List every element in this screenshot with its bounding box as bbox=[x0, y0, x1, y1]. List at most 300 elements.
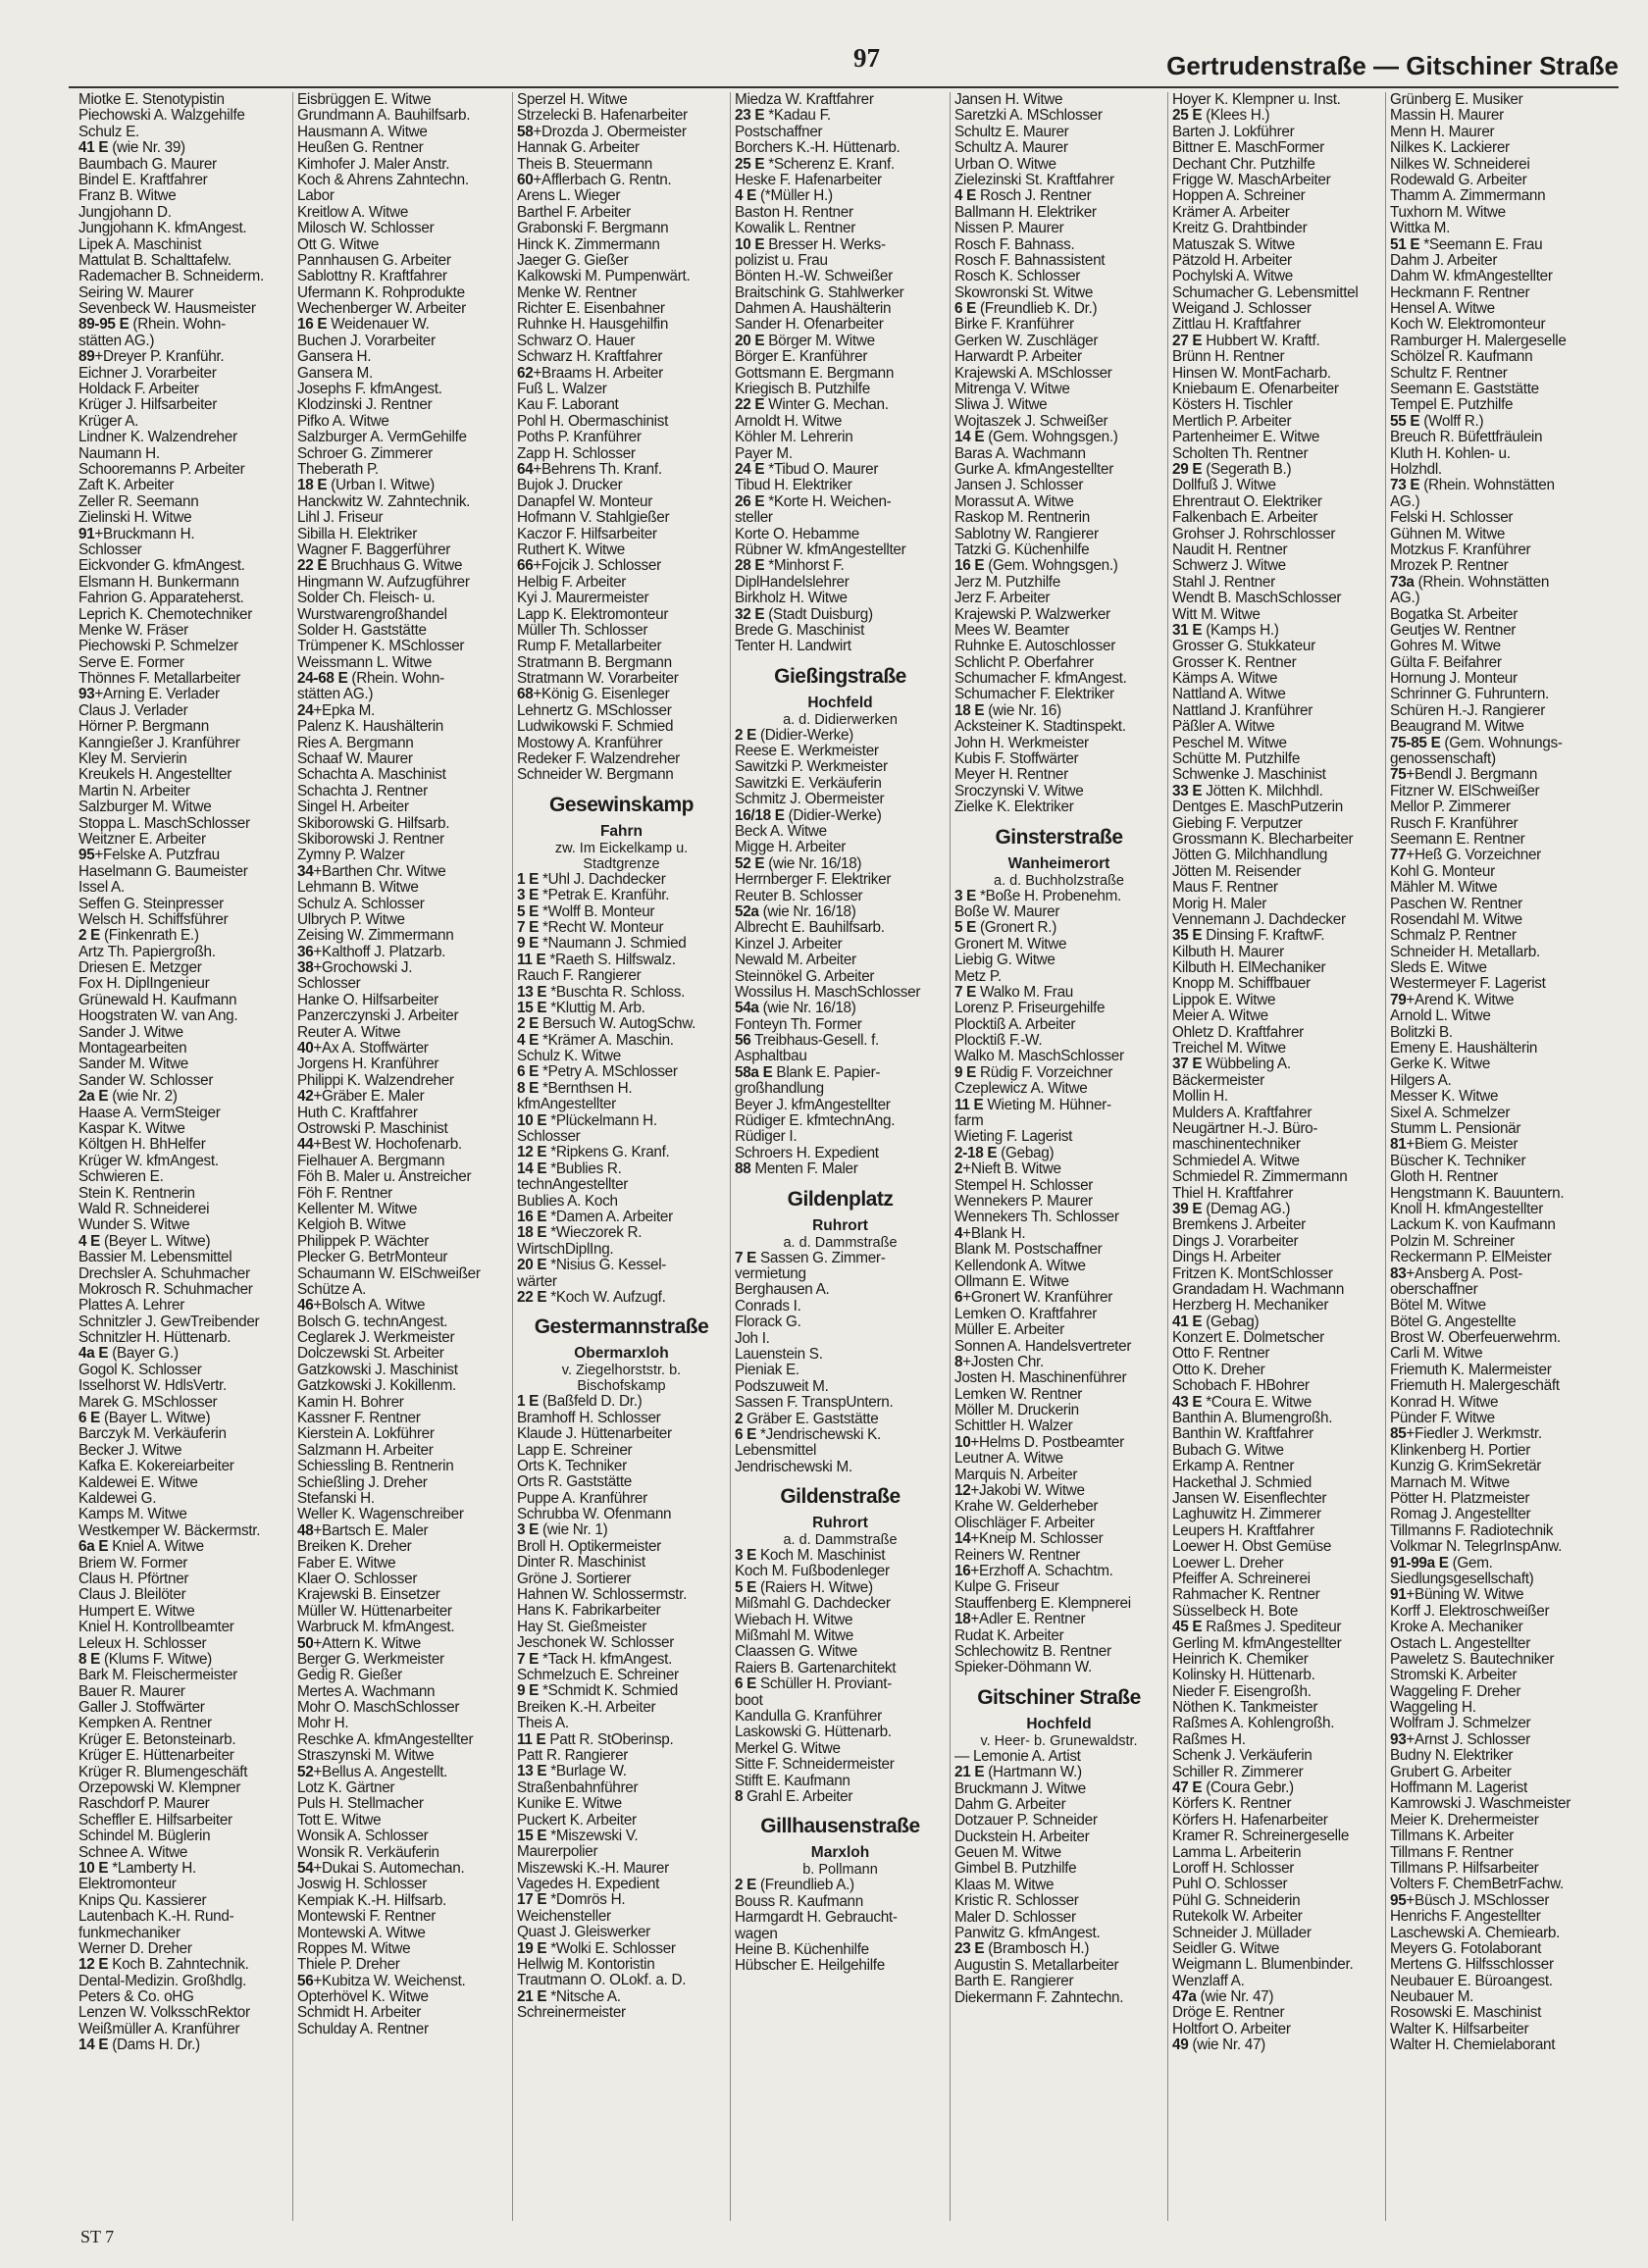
directory-entry: Klaude J. Hüttenarbeiter bbox=[517, 1426, 672, 1443]
directory-entry: Schmalz P. Rentner bbox=[1390, 928, 1517, 945]
directory-entry: 35 E Dinsing F. KraftwF. bbox=[1172, 928, 1325, 945]
directory-entry: Grossmann K. Blecharbeiter bbox=[1172, 831, 1354, 848]
directory-entry: Borchers K.-H. Hüttenarb. bbox=[735, 140, 901, 157]
directory-entry: Merkel G. Witwe bbox=[735, 1740, 841, 1757]
directory-entry: Metz P. bbox=[954, 968, 1002, 985]
directory-entry: Heußen G. Rentner bbox=[297, 140, 424, 157]
directory-entry: Schooremanns P. Arbeiter bbox=[78, 461, 245, 478]
directory-entry: Barczyk M. Verkäuferin bbox=[78, 1426, 227, 1443]
directory-entry: Bötel M. Witwe bbox=[1390, 1298, 1486, 1314]
directory-entry: Mohr H. bbox=[297, 1716, 349, 1732]
directory-entry: Wechenberger W. Arbeiter bbox=[297, 301, 466, 318]
directory-entry: 4 E *Krämer A. Maschin. bbox=[517, 1032, 674, 1049]
directory-entry: Meier A. Witwe bbox=[1172, 1008, 1268, 1025]
directory-entry: Panwitz G. kfmAngest. bbox=[954, 1926, 1101, 1942]
directory-entry: Dröge E. Rentner bbox=[1172, 2005, 1285, 2022]
directory-entry: Nattland J. Kranführer bbox=[1172, 702, 1313, 719]
directory-entry: Geuen M. Witwe bbox=[954, 1845, 1061, 1862]
directory-entry: Wenzlaff A. bbox=[1172, 1973, 1245, 1989]
directory-entry: Meyer H. Rentner bbox=[954, 767, 1068, 784]
directory-entry: Schnee A. Witwe bbox=[78, 1844, 188, 1861]
directory-entry: Tillmans F. Rentner bbox=[1390, 1844, 1514, 1861]
directory-entry: Trümpener K. MSchlosser bbox=[297, 639, 465, 655]
directory-entry: 56 Treibhaus-Gesell. f. bbox=[735, 1033, 880, 1050]
directory-entry: Stein K. Rentnerin bbox=[78, 1185, 195, 1202]
directory-entry: Schneider H. Metallarb. bbox=[1390, 944, 1540, 960]
directory-entry: oberschaffner bbox=[1390, 1281, 1478, 1298]
directory-entry: 12+Jakobi W. Witwe bbox=[954, 1483, 1085, 1500]
directory-entry: Grubert G. Arbeiter bbox=[1390, 1764, 1512, 1780]
directory-entry: Rusch F. Kranführer bbox=[1390, 815, 1519, 832]
directory-entry: Ceglarek J. Werkmeister bbox=[297, 1330, 455, 1347]
directory-entry: Nöthen K. Tankmeister bbox=[1172, 1700, 1318, 1717]
directory-entry: Waggeling F. Dreher bbox=[1390, 1683, 1521, 1700]
directory-entry: Ruhnke H. Hausgehilfin bbox=[517, 317, 669, 334]
directory-entry: Reschke A. kfmAngestellter bbox=[297, 1731, 474, 1748]
directory-entry: Föh F. Rentner bbox=[297, 1185, 392, 1202]
directory-entry: Hörner P. Bergmann bbox=[78, 719, 209, 736]
directory-entry: Bäckermeister bbox=[1172, 1072, 1264, 1089]
directory-entry: 52a (wie Nr. 16/18) bbox=[735, 903, 856, 920]
directory-entry: 48+Bartsch E. Maler bbox=[297, 1522, 429, 1539]
directory-entry: Dahm W. kfmAngestellter bbox=[1390, 269, 1553, 285]
directory-entry: Lehmann B. Witwe bbox=[297, 880, 419, 897]
directory-entry: 58+Drozda J. Obermeister bbox=[517, 124, 687, 140]
directory-entry: Gansera H. bbox=[297, 349, 372, 366]
directory-entry: Budny N. Elektriker bbox=[1390, 1748, 1514, 1765]
directory-entry: 39 E (Demag AG.) bbox=[1172, 1201, 1291, 1217]
directory-entry: Montewski A. Witwe bbox=[297, 1925, 426, 1941]
directory-entry: Arnold L. Witwe bbox=[1390, 1008, 1491, 1025]
directory-entry: Hensel A. Witwe bbox=[1390, 301, 1495, 318]
directory-entry: Ohletz D. Kraftfahrer bbox=[1172, 1024, 1304, 1041]
directory-entry: Naumann H. bbox=[78, 445, 160, 462]
street-heading: Gestermannstraße bbox=[534, 1315, 709, 1339]
directory-columns bbox=[75, 92, 1624, 2221]
directory-entry: Piechowski P. Schmelzer bbox=[78, 639, 238, 655]
directory-entry: Zymny P. Walzer bbox=[297, 848, 405, 864]
directory-entry: Mokrosch R. Schuhmacher bbox=[78, 1281, 253, 1298]
directory-entry: 52 E (wie Nr. 16/18) bbox=[735, 855, 862, 872]
district-heading: Ruhrort bbox=[812, 1515, 868, 1532]
directory-entry: Kinzel J. Arbeiter bbox=[735, 936, 843, 953]
directory-entry: Artz Th. Papiergroßh. bbox=[78, 944, 216, 960]
directory-entry: Friemuth H. Malergeschäft bbox=[1390, 1378, 1560, 1395]
directory-entry: Kandulla G. Kranführer bbox=[735, 1708, 882, 1725]
directory-entry: Walko M. MaschSchlosser bbox=[954, 1049, 1124, 1065]
directory-entry: Marquis N. Arbeiter bbox=[954, 1467, 1078, 1483]
directory-entry: Ramburger H. Malergeselle bbox=[1390, 333, 1567, 349]
directory-entry: 21 E *Nitsche A. bbox=[517, 1988, 621, 2005]
directory-entry: Carli M. Witwe bbox=[1390, 1346, 1483, 1363]
directory-entry: Neubauer E. Büroangest. bbox=[1390, 1973, 1553, 1989]
directory-entry: Kelgioh B. Witwe bbox=[297, 1217, 406, 1234]
directory-entry: Thiel H. Kraftfahrer bbox=[1172, 1185, 1294, 1202]
directory-entry: Weissmann L. Witwe bbox=[297, 654, 433, 671]
directory-entry: Lemken W. Rentner bbox=[954, 1386, 1083, 1403]
directory-entry: Lapp K. Elektromonteur bbox=[517, 606, 669, 623]
directory-entry: Koch M. Fußbodenleger bbox=[735, 1564, 890, 1580]
directory-entry: 3 E Koch M. Maschinist bbox=[735, 1548, 886, 1565]
directory-entry: Krüger J. Hilfsarbeiter bbox=[78, 397, 218, 414]
directory-entry: Rutekolk W. Arbeiter bbox=[1172, 1909, 1303, 1926]
directory-entry: Orts R. Gaststätte bbox=[517, 1474, 633, 1491]
directory-entry: Gurke A. kfmAngestellter bbox=[954, 461, 1113, 478]
directory-entry: Seemann E. Rentner bbox=[1390, 831, 1525, 848]
directory-entry: Leupers H. Kraftfahrer bbox=[1172, 1522, 1314, 1539]
directory-entry: 34+Barthen Chr. Witwe bbox=[297, 863, 446, 880]
district-heading: Marxloh bbox=[810, 1844, 870, 1862]
directory-entry: 44+Best W. Hochofenarb. bbox=[297, 1137, 462, 1154]
directory-entry: Quast J. Gleiswerker bbox=[517, 1925, 650, 1941]
directory-entry: Laghuwitz H. Zimmerer bbox=[1172, 1507, 1321, 1523]
directory-entry: Skowronski St. Witwe bbox=[954, 284, 1094, 301]
directory-entry: Duckstein H. Arbeiter bbox=[954, 1829, 1090, 1845]
directory-entry: Bruckmann J. Witwe bbox=[954, 1780, 1087, 1797]
directory-entry: Tillmans P. Hilfsarbeiter bbox=[1390, 1860, 1539, 1877]
directory-entry: Kempiak K.-H. Hilfsarb. bbox=[297, 1892, 447, 1909]
directory-entry: 10 E Bresser H. Werks- bbox=[735, 236, 886, 253]
directory-entry: Schaaf W. Maurer bbox=[297, 751, 413, 768]
directory-entry: Sawitzki E. Verkäuferin bbox=[735, 775, 882, 792]
directory-entry: 62+Braams H. Arbeiter bbox=[517, 365, 663, 382]
directory-entry: Thönnes F. Metallarbeiter bbox=[78, 671, 241, 688]
directory-entry: 5 E *Wolff B. Monteur bbox=[517, 903, 655, 920]
directory-entry: Hanke O. Hilfsarbeiter bbox=[297, 992, 438, 1008]
directory-entry: 4 E (Beyer L. Witwe) bbox=[78, 1233, 211, 1250]
page-number: 97 bbox=[853, 43, 880, 73]
directory-entry: Polzin M. Schreiner bbox=[1390, 1233, 1515, 1250]
header-rule bbox=[69, 86, 1619, 88]
directory-column bbox=[292, 92, 508, 2221]
directory-entry: Puhl O. Schlosser bbox=[1172, 1877, 1288, 1893]
directory-entry: DiplHandelslehrer bbox=[735, 574, 850, 591]
directory-entry: Heine B. Küchenhilfe bbox=[735, 1941, 869, 1958]
directory-entry: 37 E Wübbeling A. bbox=[1172, 1057, 1291, 1073]
directory-entry: Bramhoff H. Schlosser bbox=[517, 1410, 661, 1426]
directory-entry: 16+Erzhoff A. Schachtm. bbox=[954, 1563, 1113, 1579]
directory-column bbox=[1385, 92, 1617, 2221]
directory-entry: 43 E *Coura E. Witwe bbox=[1172, 1394, 1312, 1411]
directory-entry: 41 E (Gebag) bbox=[1172, 1314, 1260, 1330]
directory-entry: Theis B. Steuermann bbox=[517, 156, 652, 173]
directory-entry: Kamps M. Witwe bbox=[78, 1507, 187, 1523]
directory-entry: Krajewski P. Walzwerker bbox=[954, 606, 1110, 623]
directory-entry: Baston H. Rentner bbox=[735, 204, 853, 221]
directory-entry: Tillmanns F. Radiotechnik bbox=[1390, 1522, 1554, 1539]
directory-entry: Dahmen A. Haushälterin bbox=[735, 301, 892, 318]
directory-entry: Ruthert K. Witwe bbox=[517, 541, 625, 558]
directory-entry: Rump F. Metallarbeiter bbox=[517, 639, 662, 655]
directory-entry: Hay St. Gießmeister bbox=[517, 1619, 647, 1635]
directory-entry: 8 E (Klums F. Witwe) bbox=[78, 1651, 212, 1668]
directory-entry: Hoffmann M. Lagerist bbox=[1390, 1780, 1527, 1797]
directory-entry: Hofmann V. Stahlgießer bbox=[517, 510, 670, 527]
directory-entry: 36+Kalthoff J. Platzarb. bbox=[297, 944, 446, 960]
directory-entry: Treichel M. Witwe bbox=[1172, 1041, 1286, 1057]
directory-entry: Solder H. Gaststätte bbox=[297, 622, 427, 639]
directory-entry: Grosser K. Rentner bbox=[1172, 654, 1297, 671]
directory-entry: Salzburger A. VermGehilfe bbox=[297, 430, 467, 446]
directory-entry: Puls H. Stellmacher bbox=[297, 1796, 424, 1813]
directory-entry: Sleds E. Witwe bbox=[1390, 960, 1487, 977]
directory-entry: Puckert K. Arbeiter bbox=[517, 1812, 637, 1829]
directory-entry: Weißmüller A. Kranführer bbox=[78, 2021, 240, 2037]
directory-entry: Martin N. Arbeiter bbox=[78, 783, 190, 799]
directory-entry: Solder Ch. Fleisch- u. bbox=[297, 591, 436, 607]
directory-entry: Rudat K. Arbeiter bbox=[954, 1627, 1064, 1644]
directory-entry: Klaer O. Schlosser bbox=[297, 1571, 418, 1587]
directory-entry: Arnoldt H. Witwe bbox=[735, 413, 843, 430]
directory-entry: Meier K. Drehermeister bbox=[1390, 1812, 1539, 1829]
directory-entry: Albrecht E. Bauhilfsarb. bbox=[735, 920, 885, 937]
directory-entry: wagen bbox=[735, 1926, 778, 1942]
directory-entry: Stratmann B. Bergmann bbox=[517, 654, 672, 671]
directory-entry: Konrad H. Witwe bbox=[1390, 1394, 1499, 1411]
directory-entry: Breiken K. Dreher bbox=[297, 1539, 412, 1556]
directory-entry: 11 E *Raeth S. Hilfswalz. bbox=[517, 952, 676, 968]
directory-entry: 91-99a E (Gem. bbox=[1390, 1555, 1493, 1572]
directory-entry: Harwardt P. Arbeiter bbox=[954, 349, 1082, 366]
directory-entry: 93+Arnst J. Schlosser bbox=[1390, 1731, 1530, 1748]
directory-entry: Schwerz J. Witwe bbox=[1172, 558, 1286, 575]
directory-entry: Sablottny R. Kraftfahrer bbox=[297, 269, 447, 285]
directory-entry: 5 E (Gronert R.) bbox=[954, 920, 1057, 937]
directory-entry: Grünberg E. Musiker bbox=[1390, 92, 1523, 108]
directory-entry: Conrads I. bbox=[735, 1298, 801, 1314]
directory-entry: Kohl G. Monteur bbox=[1390, 863, 1495, 880]
directory-entry: Müller E. Arbeiter bbox=[954, 1322, 1064, 1339]
directory-entry: Wojtaszek J. Schweißer bbox=[954, 413, 1108, 430]
running-head: Gertrudenstraße — Gitschiner Straße bbox=[1166, 51, 1619, 80]
directory-entry: Volters F. ChemBetrFachw. bbox=[1390, 1877, 1564, 1893]
directory-entry: Brede G. Maschinist bbox=[735, 622, 865, 639]
directory-entry: 91+Bruckmann H. bbox=[78, 526, 195, 542]
directory-entry: Kristic R. Schlosser bbox=[954, 1893, 1079, 1910]
directory-entry: 18 E (Urban I. Witwe) bbox=[297, 478, 435, 494]
directory-entry: Hellwig M. Kontoristin bbox=[517, 1957, 655, 1974]
footer-mark: ST 7 bbox=[80, 2227, 115, 2246]
directory-entry: Tillmans K. Arbeiter bbox=[1390, 1829, 1515, 1845]
directory-entry: 12 E Koch B. Zahntechnik. bbox=[78, 1957, 249, 1974]
directory-entry: Loewer H. Obst Gemüse bbox=[1172, 1539, 1332, 1556]
directory-entry: Pieniak E. bbox=[735, 1363, 799, 1379]
directory-entry: 6 E (Bayer L. Witwe) bbox=[78, 1411, 211, 1427]
directory-entry: kfmAngestellter bbox=[517, 1097, 616, 1113]
directory-column bbox=[950, 92, 1163, 2221]
directory-entry: Massin H. Maurer bbox=[1390, 108, 1504, 125]
directory-entry: Kaczor F. Hilfsarbeiter bbox=[517, 526, 657, 542]
directory-entry: 16 E *Damen A. Arbeiter bbox=[517, 1210, 673, 1225]
directory-entry: Liebig G. Witwe bbox=[954, 953, 1056, 969]
directory-entry: Wagner F. Baggerführer bbox=[297, 541, 451, 558]
directory-entry: Schwenke J. Maschinist bbox=[1172, 767, 1326, 784]
directory-entry: Schlosser bbox=[297, 976, 361, 993]
directory-entry: 56+Kubitza W. Weichenst. bbox=[297, 1973, 466, 1989]
directory-entry: 13 E *Burlage W. bbox=[517, 1764, 627, 1780]
directory-entry: Kau F. Laborant bbox=[517, 397, 619, 414]
directory-entry: Franz B. Witwe bbox=[78, 188, 177, 205]
directory-entry: 75-85 E (Gem. Wohnungs- bbox=[1390, 735, 1563, 751]
directory-entry: Kniebaum E. Ofenarbeiter bbox=[1172, 382, 1339, 398]
directory-entry: Dollfuß J. Witwe bbox=[1172, 478, 1276, 494]
directory-entry: 22 E Bruchhaus G. Witwe bbox=[297, 558, 463, 575]
directory-entry: Krüger W. kfmAngest. bbox=[78, 1153, 219, 1169]
directory-entry: 11 E Wieting M. Hühner- bbox=[954, 1097, 1111, 1113]
directory-entry: 6+Gronert W. Kranführer bbox=[954, 1290, 1113, 1307]
directory-entry: 1 E (Baßfeld D. Dr.) bbox=[517, 1394, 643, 1411]
directory-entry: Schumacher F. kfmAngest. bbox=[954, 671, 1127, 688]
directory-entry: Henrichs F. Angestellter bbox=[1390, 1909, 1541, 1926]
directory-entry: Romag J. Angestellter bbox=[1390, 1507, 1531, 1523]
directory-entry: Isselhorst W. HdlsVertr. bbox=[78, 1378, 227, 1395]
directory-entry: 49 (wie Nr. 47) bbox=[1172, 2037, 1265, 2054]
directory-entry: Dahm J. Arbeiter bbox=[1390, 252, 1498, 269]
directory-entry: Schulz K. Witwe bbox=[517, 1049, 622, 1065]
directory-entry: 54a (wie Nr. 16/18) bbox=[735, 1001, 856, 1017]
directory-entry: Gatzkowski J. Maschinist bbox=[297, 1362, 458, 1378]
directory-entry: Lehnertz G. MSchlosser bbox=[517, 702, 672, 719]
directory-entry: Fitzner W. ElSchweißer bbox=[1390, 783, 1540, 799]
directory-entry: Skiborowski G. Hilfsarb. bbox=[297, 815, 450, 832]
directory-entry: Huth C. Kraftfahrer bbox=[297, 1105, 418, 1121]
directory-entry: Plocktiß F.-W. bbox=[954, 1033, 1043, 1050]
directory-entry: Straszynski M. Witwe bbox=[297, 1748, 435, 1765]
street-location-note: a. d. Didierwerken bbox=[783, 711, 898, 728]
directory-entry: Jeschonek W. Schlosser bbox=[517, 1635, 675, 1652]
directory-entry: — Lemonie A. Artist bbox=[954, 1748, 1081, 1765]
directory-entry: Hahnen W. Schlossermstr. bbox=[517, 1587, 688, 1604]
directory-entry: Dings H. Arbeiter bbox=[1172, 1250, 1281, 1266]
directory-entry: Schiessling B. Rentnerin bbox=[297, 1459, 454, 1475]
directory-entry: Schwarz O. Hauer bbox=[517, 333, 636, 349]
directory-entry: 3 E *Boße H. Probenehm. bbox=[954, 888, 1121, 904]
directory-entry: Raskop M. Rentnerin bbox=[954, 510, 1090, 527]
directory-entry: Hanckwitz W. Zahntechnik. bbox=[297, 493, 471, 510]
directory-entry: Driesen E. Metzger bbox=[78, 960, 202, 977]
directory-entry: 46+Bolsch A. Witwe bbox=[297, 1298, 426, 1314]
directory-entry: Heske F. Hafenarbeiter bbox=[735, 172, 882, 188]
directory-entry: Saretzki A. MSchlosser bbox=[954, 108, 1103, 125]
directory-entry: Sander W. Schlosser bbox=[78, 1072, 214, 1089]
street-heading: Gießingstraße bbox=[774, 664, 906, 688]
directory-entry: 42+Gräber E. Maler bbox=[297, 1089, 425, 1106]
directory-entry: Krajewski B. Einsetzer bbox=[297, 1587, 440, 1604]
directory-entry: Nieder F. Eisengroßh. bbox=[1172, 1683, 1312, 1700]
directory-entry: Leprich K. Chemotechniker bbox=[78, 606, 253, 623]
directory-entry: Strzelecki B. Hafenarbeiter bbox=[517, 108, 688, 125]
directory-entry: Heckmann F. Rentner bbox=[1390, 284, 1530, 301]
directory-entry: Ott G. Witwe bbox=[297, 236, 380, 253]
directory-entry: Rosendahl M. Witwe bbox=[1390, 911, 1522, 928]
directory-entry: Schrubba W. Ofenmann bbox=[517, 1507, 672, 1523]
directory-entry: Kierstein A. Lokführer bbox=[297, 1426, 435, 1443]
directory-entry: Kowalik L. Rentner bbox=[735, 221, 855, 237]
directory-entry: Weichensteller bbox=[517, 1908, 611, 1925]
directory-entry: Montewski F. Rentner bbox=[297, 1909, 437, 1926]
directory-entry: Jansen W. Eisenflechter bbox=[1172, 1490, 1327, 1507]
directory-entry: 19 E *Wolki E. Schlosser bbox=[517, 1940, 676, 1957]
district-heading: Hochfeld bbox=[807, 694, 873, 711]
directory-entry: Klodzinski J. Rentner bbox=[297, 397, 433, 414]
directory-entry: Piechowski A. Walzgehilfe bbox=[78, 108, 245, 125]
directory-column bbox=[75, 92, 288, 2221]
directory-entry: Philippi K. Walzendreher bbox=[297, 1072, 454, 1089]
directory-entry: Wurstwarengroßhandel bbox=[297, 606, 447, 623]
directory-entry: Hilgers A. bbox=[1390, 1072, 1452, 1089]
directory-entry: Siedlungsgesellschaft) bbox=[1390, 1571, 1534, 1587]
directory-entry: Nilkes K. Lackierer bbox=[1390, 140, 1510, 157]
directory-entry: 23 E *Kadau F. bbox=[735, 108, 831, 125]
directory-entry: Jansen J. Schlosser bbox=[954, 478, 1084, 494]
directory-entry: Pätzold H. Arbeiter bbox=[1172, 252, 1292, 269]
directory-entry: Hinck K. Zimmermann bbox=[517, 236, 660, 253]
directory-entry: Rahmacher K. Rentner bbox=[1172, 1587, 1320, 1604]
directory-entry: Miotke E. Stenotypistin bbox=[78, 92, 225, 108]
directory-entry: Westermeyer F. Lagerist bbox=[1390, 976, 1546, 993]
directory-entry: Mollin H. bbox=[1172, 1089, 1228, 1106]
directory-entry: Wittka M. bbox=[1390, 221, 1451, 237]
directory-entry: 79+Arend K. Witwe bbox=[1390, 992, 1515, 1008]
directory-entry: Warbruck M. kfmAngest. bbox=[297, 1620, 455, 1636]
directory-entry: Kanngießer J. Kranführer bbox=[78, 735, 240, 751]
directory-entry: Raßmes A. Kohlengroßh. bbox=[1172, 1716, 1335, 1732]
directory-entry: Gottsmann E. Bergmann bbox=[735, 365, 895, 382]
directory-entry: Boße W. Maurer bbox=[954, 903, 1060, 920]
directory-entry: Hinsen W. MontFacharb. bbox=[1172, 365, 1331, 382]
directory-entry: Lenzen W. VolksschRektor bbox=[78, 2005, 250, 2022]
directory-entry: Gerling M. kfmAngestellter bbox=[1172, 1635, 1342, 1652]
directory-entry: Sander M. Witwe bbox=[78, 1057, 188, 1073]
directory-entry: Müller Th. Schlosser bbox=[517, 622, 648, 639]
directory-entry: Augustin S. Metallarbeiter bbox=[954, 1957, 1119, 1974]
directory-entry: Ehrentraut O. Elektriker bbox=[1172, 493, 1322, 510]
directory-entry: Wunder S. Witwe bbox=[78, 1217, 190, 1234]
directory-entry: Elsmann H. Bunkermann bbox=[78, 574, 239, 591]
directory-entry: Rübner W. kfmAngestellter bbox=[735, 541, 906, 558]
directory-entry: Bönten H.-W. Schweißer bbox=[735, 269, 893, 285]
directory-entry: Westkemper W. Bäckermstr. bbox=[78, 1522, 261, 1539]
directory-entry: Herrnberger F. Elektriker bbox=[735, 872, 892, 889]
directory-entry: Mattulat B. Schalttafelw. bbox=[78, 252, 232, 269]
directory-entry: Schwieren E. bbox=[78, 1169, 164, 1186]
directory-entry: Asphaltbau bbox=[735, 1049, 807, 1065]
directory-entry: Mertlich P. Arbeiter bbox=[1172, 413, 1292, 430]
directory-entry: 50+Attern K. Witwe bbox=[297, 1635, 421, 1652]
directory-entry: 20 E Börger M. Witwe bbox=[735, 333, 875, 349]
district-heading: Hochfeld bbox=[1026, 1715, 1092, 1732]
directory-entry: Banthin W. Kraftfahrer bbox=[1172, 1426, 1313, 1443]
directory-entry: Ballmann H. Elektriker bbox=[954, 204, 1097, 221]
directory-entry: 2+Nieft B. Witwe bbox=[954, 1161, 1061, 1178]
directory-entry: Gimbel B. Putzhilfe bbox=[954, 1861, 1077, 1878]
directory-entry: Jötten M. Reisender bbox=[1172, 863, 1302, 880]
directory-column bbox=[730, 92, 946, 2221]
directory-entry: Hoppen A. Schreiner bbox=[1172, 188, 1306, 205]
directory-entry: 95+Büsch J. MSchlosser bbox=[1390, 1892, 1550, 1909]
directory-entry: 47a (wie Nr. 47) bbox=[1172, 1989, 1274, 2006]
directory-entry: Bötel G. Angestellte bbox=[1390, 1314, 1517, 1330]
directory-entry: Sander H. Ofenarbeiter bbox=[735, 317, 884, 334]
directory-entry: Bogatka St. Arbeiter bbox=[1390, 606, 1519, 623]
directory-entry: Thiele P. Dreher bbox=[297, 1957, 400, 1974]
directory-entry: 89+Dreyer P. Kranführ. bbox=[78, 349, 225, 366]
directory-entry: 6a E Kniel A. Witwe bbox=[78, 1539, 204, 1556]
directory-entry: 6 E *Jendrischewski K. bbox=[735, 1426, 881, 1443]
directory-entry: Braitschink G. Stahlwerker bbox=[735, 284, 904, 301]
directory-entry: 73 E (Rhein. Wohnstätten bbox=[1390, 478, 1555, 494]
directory-entry: Broll H. Optikermeister bbox=[517, 1538, 661, 1555]
